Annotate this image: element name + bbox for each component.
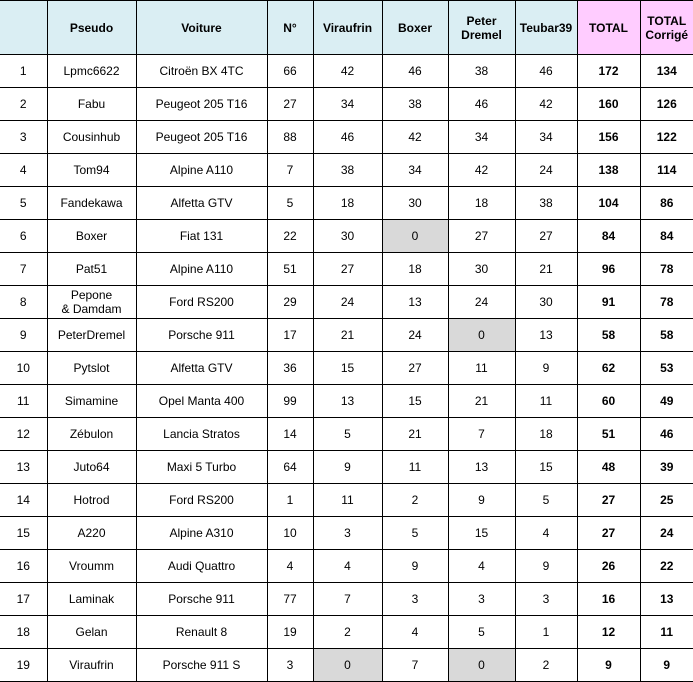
table-row bbox=[0, 88, 693, 121]
cell-total-corrige: 84 bbox=[640, 220, 693, 253]
cell-voiture: Citroën BX 4TC bbox=[136, 55, 267, 88]
cell-peter-dremel: 30 bbox=[448, 253, 515, 286]
cell-numero: 3 bbox=[267, 649, 313, 682]
cell-total-corrige: 53 bbox=[640, 352, 693, 385]
table-row bbox=[0, 385, 693, 418]
cell-pseudo: Pepone & Damdam bbox=[47, 286, 136, 319]
cell-total: 51 bbox=[577, 418, 640, 451]
cell-pseudo: Viraufrin bbox=[47, 649, 136, 682]
cell-pseudo: Lpmc6622 bbox=[47, 55, 136, 88]
cell-boxer: 15 bbox=[382, 385, 448, 418]
cell-total-corrige: 78 bbox=[640, 286, 693, 319]
cell-boxer: 42 bbox=[382, 121, 448, 154]
cell-teubar39: 1 bbox=[515, 616, 577, 649]
cell-total: 26 bbox=[577, 550, 640, 583]
cell-viraufrin: 9 bbox=[313, 451, 382, 484]
header-voiture: Voiture bbox=[136, 1, 267, 55]
cell-boxer: 5 bbox=[382, 517, 448, 550]
cell-total: 160 bbox=[577, 88, 640, 121]
cell-numero: 1 bbox=[267, 484, 313, 517]
cell-numero: 77 bbox=[267, 583, 313, 616]
cell-total-corrige: 58 bbox=[640, 319, 693, 352]
cell-voiture: Porsche 911 bbox=[136, 319, 267, 352]
cell-viraufrin: 2 bbox=[313, 616, 382, 649]
cell-numero: 17 bbox=[267, 319, 313, 352]
cell-viraufrin: 0 bbox=[313, 649, 382, 682]
cell-viraufrin: 5 bbox=[313, 418, 382, 451]
cell-viraufrin: 4 bbox=[313, 550, 382, 583]
cell-rank: 5 bbox=[0, 187, 47, 220]
cell-total: 84 bbox=[577, 220, 640, 253]
cell-total-corrige: 78 bbox=[640, 253, 693, 286]
cell-numero: 22 bbox=[267, 220, 313, 253]
cell-total-corrige: 86 bbox=[640, 187, 693, 220]
cell-pseudo: Pytslot bbox=[47, 352, 136, 385]
cell-numero: 27 bbox=[267, 88, 313, 121]
cell-viraufrin: 3 bbox=[313, 517, 382, 550]
cell-viraufrin: 15 bbox=[313, 352, 382, 385]
cell-voiture: Opel Manta 400 bbox=[136, 385, 267, 418]
table-row bbox=[0, 286, 693, 319]
cell-voiture: Alpine A310 bbox=[136, 517, 267, 550]
cell-teubar39: 27 bbox=[515, 220, 577, 253]
cell-teubar39: 11 bbox=[515, 385, 577, 418]
cell-pseudo: Pat51 bbox=[47, 253, 136, 286]
header-pseudo: Pseudo bbox=[47, 1, 136, 55]
table-row bbox=[0, 253, 693, 286]
cell-peter-dremel: 38 bbox=[448, 55, 515, 88]
table-row bbox=[0, 220, 693, 253]
cell-boxer: 13 bbox=[382, 286, 448, 319]
cell-rank: 7 bbox=[0, 253, 47, 286]
cell-viraufrin: 46 bbox=[313, 121, 382, 154]
header-boxer: Boxer bbox=[382, 1, 448, 55]
cell-total: 12 bbox=[577, 616, 640, 649]
table-row bbox=[0, 484, 693, 517]
cell-total-corrige: 9 bbox=[640, 649, 693, 682]
cell-teubar39: 9 bbox=[515, 352, 577, 385]
cell-total: 27 bbox=[577, 517, 640, 550]
header-viraufrin: Viraufrin bbox=[313, 1, 382, 55]
cell-voiture: Porsche 911 S bbox=[136, 649, 267, 682]
table-row bbox=[0, 451, 693, 484]
cell-peter-dremel: 42 bbox=[448, 154, 515, 187]
cell-total-corrige: 24 bbox=[640, 517, 693, 550]
cell-viraufrin: 34 bbox=[313, 88, 382, 121]
cell-rank: 6 bbox=[0, 220, 47, 253]
cell-boxer: 11 bbox=[382, 451, 448, 484]
cell-viraufrin: 30 bbox=[313, 220, 382, 253]
cell-rank: 8 bbox=[0, 286, 47, 319]
cell-total: 58 bbox=[577, 319, 640, 352]
cell-peter-dremel: 46 bbox=[448, 88, 515, 121]
cell-boxer: 27 bbox=[382, 352, 448, 385]
cell-peter-dremel: 3 bbox=[448, 583, 515, 616]
cell-pseudo: Cousinhub bbox=[47, 121, 136, 154]
cell-pseudo: PeterDremel bbox=[47, 319, 136, 352]
cell-total-corrige: 46 bbox=[640, 418, 693, 451]
cell-voiture: Peugeot 205 T16 bbox=[136, 88, 267, 121]
cell-peter-dremel: 15 bbox=[448, 517, 515, 550]
cell-teubar39: 4 bbox=[515, 517, 577, 550]
cell-total: 96 bbox=[577, 253, 640, 286]
table-row bbox=[0, 616, 693, 649]
cell-teubar39: 15 bbox=[515, 451, 577, 484]
cell-voiture: Audi Quattro bbox=[136, 550, 267, 583]
cell-voiture: Ford RS200 bbox=[136, 484, 267, 517]
cell-rank: 3 bbox=[0, 121, 47, 154]
table-body bbox=[0, 55, 693, 682]
cell-peter-dremel: 34 bbox=[448, 121, 515, 154]
cell-voiture: Peugeot 205 T16 bbox=[136, 121, 267, 154]
cell-boxer: 38 bbox=[382, 88, 448, 121]
cell-voiture: Alfetta GTV bbox=[136, 187, 267, 220]
cell-viraufrin: 42 bbox=[313, 55, 382, 88]
table-row bbox=[0, 418, 693, 451]
cell-teubar39: 9 bbox=[515, 550, 577, 583]
cell-peter-dremel: 13 bbox=[448, 451, 515, 484]
cell-voiture: Ford RS200 bbox=[136, 286, 267, 319]
cell-total: 9 bbox=[577, 649, 640, 682]
cell-teubar39: 21 bbox=[515, 253, 577, 286]
cell-numero: 14 bbox=[267, 418, 313, 451]
cell-pseudo: Zébulon bbox=[47, 418, 136, 451]
header-total-corrige: TOTAL Corrigé bbox=[640, 1, 693, 55]
cell-numero: 7 bbox=[267, 154, 313, 187]
cell-boxer: 30 bbox=[382, 187, 448, 220]
cell-total: 48 bbox=[577, 451, 640, 484]
cell-total-corrige: 114 bbox=[640, 154, 693, 187]
cell-boxer: 9 bbox=[382, 550, 448, 583]
cell-rank: 12 bbox=[0, 418, 47, 451]
header-teubar39: Teubar39 bbox=[515, 1, 577, 55]
cell-peter-dremel: 4 bbox=[448, 550, 515, 583]
table-row bbox=[0, 319, 693, 352]
cell-rank: 19 bbox=[0, 649, 47, 682]
cell-voiture: Alfetta GTV bbox=[136, 352, 267, 385]
cell-rank: 15 bbox=[0, 517, 47, 550]
table-row bbox=[0, 121, 693, 154]
cell-boxer: 2 bbox=[382, 484, 448, 517]
cell-numero: 4 bbox=[267, 550, 313, 583]
cell-boxer: 46 bbox=[382, 55, 448, 88]
cell-total: 16 bbox=[577, 583, 640, 616]
cell-viraufrin: 7 bbox=[313, 583, 382, 616]
cell-pseudo: Laminak bbox=[47, 583, 136, 616]
cell-viraufrin: 21 bbox=[313, 319, 382, 352]
cell-teubar39: 18 bbox=[515, 418, 577, 451]
table-row bbox=[0, 187, 693, 220]
cell-total: 91 bbox=[577, 286, 640, 319]
cell-pseudo: Fabu bbox=[47, 88, 136, 121]
cell-voiture: Maxi 5 Turbo bbox=[136, 451, 267, 484]
cell-rank: 16 bbox=[0, 550, 47, 583]
cell-rank: 17 bbox=[0, 583, 47, 616]
cell-total-corrige: 49 bbox=[640, 385, 693, 418]
cell-total: 60 bbox=[577, 385, 640, 418]
cell-total-corrige: 13 bbox=[640, 583, 693, 616]
cell-boxer: 7 bbox=[382, 649, 448, 682]
cell-teubar39: 34 bbox=[515, 121, 577, 154]
cell-peter-dremel: 7 bbox=[448, 418, 515, 451]
cell-boxer: 24 bbox=[382, 319, 448, 352]
cell-pseudo: Vroumm bbox=[47, 550, 136, 583]
cell-total: 62 bbox=[577, 352, 640, 385]
header-numero: N° bbox=[267, 1, 313, 55]
cell-boxer: 18 bbox=[382, 253, 448, 286]
cell-teubar39: 3 bbox=[515, 583, 577, 616]
cell-rank: 2 bbox=[0, 88, 47, 121]
cell-pseudo: Simamine bbox=[47, 385, 136, 418]
cell-total: 138 bbox=[577, 154, 640, 187]
cell-total-corrige: 39 bbox=[640, 451, 693, 484]
cell-pseudo: A220 bbox=[47, 517, 136, 550]
cell-voiture: Porsche 911 bbox=[136, 583, 267, 616]
cell-viraufrin: 13 bbox=[313, 385, 382, 418]
cell-total-corrige: 22 bbox=[640, 550, 693, 583]
cell-rank: 13 bbox=[0, 451, 47, 484]
cell-teubar39: 42 bbox=[515, 88, 577, 121]
cell-rank: 9 bbox=[0, 319, 47, 352]
cell-teubar39: 5 bbox=[515, 484, 577, 517]
table-row bbox=[0, 517, 693, 550]
cell-total: 172 bbox=[577, 55, 640, 88]
cell-rank: 1 bbox=[0, 55, 47, 88]
cell-peter-dremel: 21 bbox=[448, 385, 515, 418]
cell-numero: 64 bbox=[267, 451, 313, 484]
cell-peter-dremel: 0 bbox=[448, 319, 515, 352]
cell-voiture: Lancia Stratos bbox=[136, 418, 267, 451]
cell-pseudo: Fandekawa bbox=[47, 187, 136, 220]
cell-numero: 88 bbox=[267, 121, 313, 154]
cell-rank: 14 bbox=[0, 484, 47, 517]
cell-total-corrige: 25 bbox=[640, 484, 693, 517]
header-rank bbox=[0, 1, 47, 55]
cell-total: 104 bbox=[577, 187, 640, 220]
cell-viraufrin: 11 bbox=[313, 484, 382, 517]
cell-total: 27 bbox=[577, 484, 640, 517]
cell-viraufrin: 18 bbox=[313, 187, 382, 220]
cell-rank: 10 bbox=[0, 352, 47, 385]
cell-teubar39: 38 bbox=[515, 187, 577, 220]
cell-peter-dremel: 9 bbox=[448, 484, 515, 517]
cell-boxer: 34 bbox=[382, 154, 448, 187]
cell-peter-dremel: 11 bbox=[448, 352, 515, 385]
cell-pseudo: Tom94 bbox=[47, 154, 136, 187]
cell-pseudo: Hotrod bbox=[47, 484, 136, 517]
cell-boxer: 0 bbox=[382, 220, 448, 253]
cell-total-corrige: 11 bbox=[640, 616, 693, 649]
cell-boxer: 21 bbox=[382, 418, 448, 451]
cell-teubar39: 46 bbox=[515, 55, 577, 88]
cell-teubar39: 30 bbox=[515, 286, 577, 319]
cell-voiture: Fiat 131 bbox=[136, 220, 267, 253]
table-row bbox=[0, 55, 693, 88]
cell-numero: 5 bbox=[267, 187, 313, 220]
cell-peter-dremel: 5 bbox=[448, 616, 515, 649]
table-row bbox=[0, 352, 693, 385]
cell-numero: 36 bbox=[267, 352, 313, 385]
cell-numero: 99 bbox=[267, 385, 313, 418]
cell-rank: 18 bbox=[0, 616, 47, 649]
cell-total: 156 bbox=[577, 121, 640, 154]
table-row bbox=[0, 550, 693, 583]
cell-viraufrin: 38 bbox=[313, 154, 382, 187]
cell-numero: 66 bbox=[267, 55, 313, 88]
cell-numero: 10 bbox=[267, 517, 313, 550]
cell-numero: 19 bbox=[267, 616, 313, 649]
cell-pseudo: Gelan bbox=[47, 616, 136, 649]
cell-teubar39: 24 bbox=[515, 154, 577, 187]
header-peter-dremel: Peter Dremel bbox=[448, 1, 515, 55]
cell-numero: 51 bbox=[267, 253, 313, 286]
cell-peter-dremel: 0 bbox=[448, 649, 515, 682]
table-row bbox=[0, 583, 693, 616]
cell-teubar39: 2 bbox=[515, 649, 577, 682]
cell-peter-dremel: 18 bbox=[448, 187, 515, 220]
cell-total-corrige: 126 bbox=[640, 88, 693, 121]
cell-voiture: Alpine A110 bbox=[136, 253, 267, 286]
cell-voiture: Alpine A110 bbox=[136, 154, 267, 187]
cell-total-corrige: 122 bbox=[640, 121, 693, 154]
header-total: TOTAL bbox=[577, 1, 640, 55]
cell-pseudo: Boxer bbox=[47, 220, 136, 253]
cell-teubar39: 13 bbox=[515, 319, 577, 352]
table-row bbox=[0, 649, 693, 682]
cell-numero: 29 bbox=[267, 286, 313, 319]
cell-viraufrin: 24 bbox=[313, 286, 382, 319]
cell-voiture: Renault 8 bbox=[136, 616, 267, 649]
header-row bbox=[0, 1, 693, 55]
cell-peter-dremel: 27 bbox=[448, 220, 515, 253]
cell-boxer: 4 bbox=[382, 616, 448, 649]
cell-total-corrige: 134 bbox=[640, 55, 693, 88]
cell-peter-dremel: 24 bbox=[448, 286, 515, 319]
cell-rank: 11 bbox=[0, 385, 47, 418]
cell-rank: 4 bbox=[0, 154, 47, 187]
table-row bbox=[0, 154, 693, 187]
cell-viraufrin: 27 bbox=[313, 253, 382, 286]
cell-pseudo: Juto64 bbox=[47, 451, 136, 484]
cell-boxer: 3 bbox=[382, 583, 448, 616]
